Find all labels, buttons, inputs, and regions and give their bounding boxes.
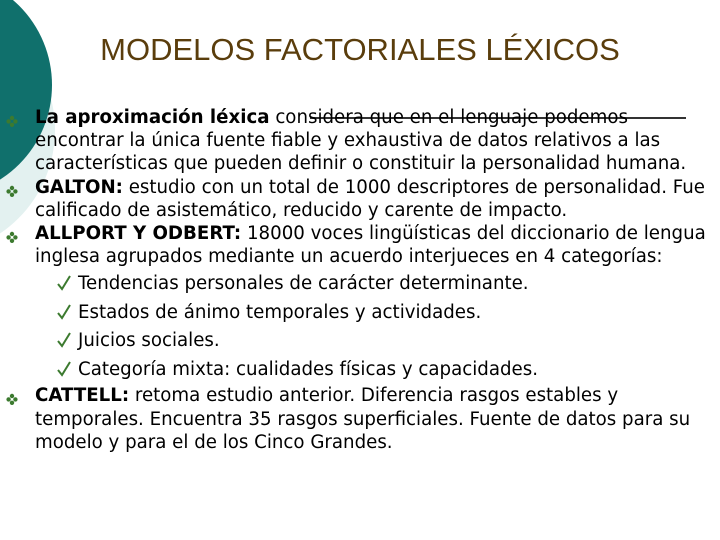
diamond-bullet-icon (5, 384, 19, 407)
sub-item-text: Categoría mixta: cualidades físicas y capacidades. (78, 358, 538, 380)
bullet-bold: La aproximación léxica (35, 107, 270, 128)
diamond-bullet-icon (5, 222, 19, 245)
bullet-bold: ALLPORT Y ODBERT: (35, 223, 242, 245)
checkmark-icon (56, 302, 72, 322)
sub-list-item (0, 356, 720, 385)
sub-item-text: Estados de ánimo temporales y actividades. (78, 301, 482, 323)
slide-content (0, 106, 720, 454)
bullet-bold: GALTON: (35, 176, 123, 198)
checkmark-icon (56, 359, 72, 379)
sub-list-item (0, 327, 720, 356)
bullet-text: considera que en el lenguaje podemos encontrar la única fuente fiable y exhaustiva de datos relativos a las características que pueden definir o constituir la personalidad humana. (35, 107, 687, 175)
bullet-item (0, 176, 720, 222)
bullet-text: 18000 voces lingüísticas del diccionario de lengua inglesa agrupados mediante un acuerdo interjueces en 4 categorías: (35, 223, 706, 268)
diamond-bullet-icon (5, 106, 19, 129)
bullet-item (0, 106, 720, 176)
slide-title: MODELOS FACTORIALES LÉXICOS (100, 32, 620, 67)
sub-list-item (0, 299, 720, 328)
diamond-bullet-icon (5, 176, 19, 199)
bullet-item (0, 384, 720, 454)
bullet-text: retoma estudio anterior. Diferencia rasgos estables y temporales. Encuentra 35 rasgos superficiales. Fuente de datos para su modelo y para el de los Cinco Grandes. (35, 385, 691, 453)
bullet-bold: CATTELL: (35, 385, 130, 407)
bullet-item (0, 222, 720, 268)
sub-list-item (0, 270, 720, 299)
checkmark-icon (56, 273, 72, 293)
sub-item-text: Juicios sociales. (78, 330, 220, 352)
checkmark-icon (56, 330, 72, 350)
sub-item-text: Tendencias personales de carácter determinante. (78, 273, 529, 295)
bullet-text: estudio con un total de 1000 descriptores de personalidad. Fue calificado de asistemático, reducido y carente de impacto. (35, 176, 705, 221)
